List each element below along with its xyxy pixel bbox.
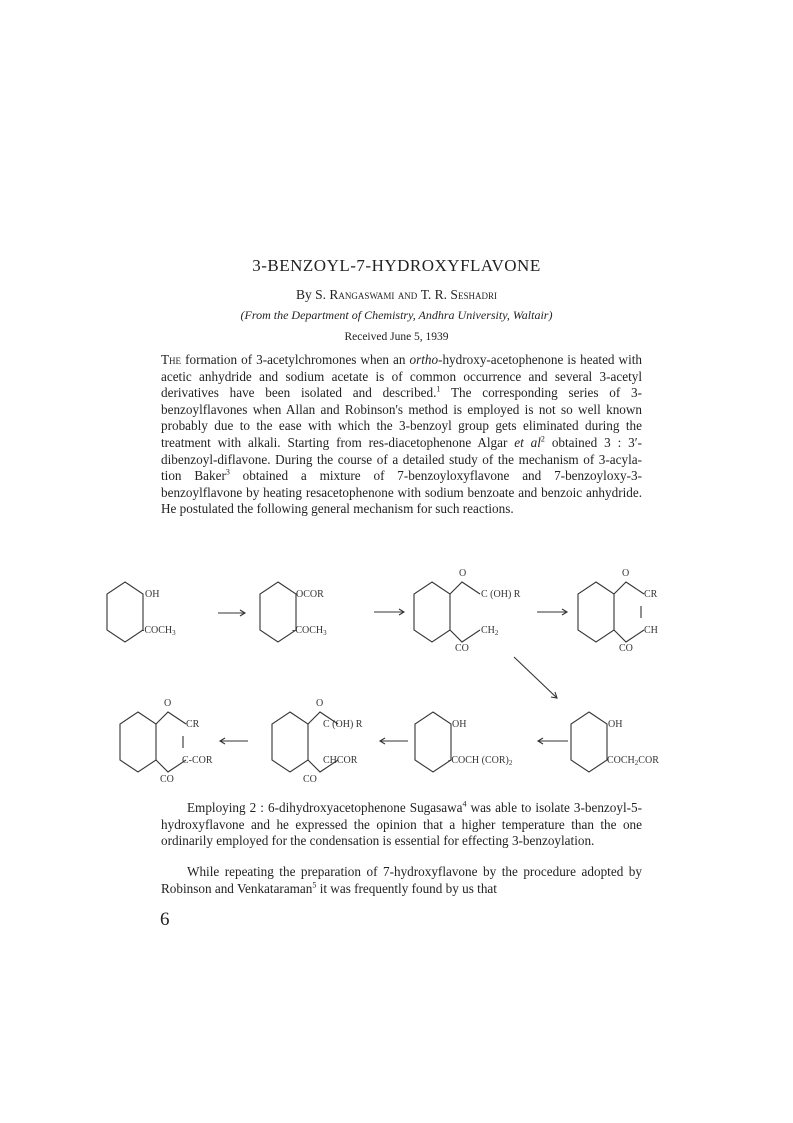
by-word: By <box>296 287 312 302</box>
text-run: was able to isolate 3-benzoyl-5-hydroxyflavone and he expressed the opinion that a higher temperature than the one ordinarily employed for the condensation is essential for effecting 3-benzoylation. <box>161 800 643 849</box>
label-coch3-1: $-COCH_3$ <box>141 625 176 637</box>
label-ch-4: CH <box>644 625 658 636</box>
affiliation-place: Waltair) <box>512 308 553 322</box>
label-o-4: O <box>622 568 630 579</box>
label-coch3-2: $-COCH_3$ <box>292 625 327 637</box>
page-number: 6 <box>160 909 170 930</box>
label-oh-1: OH <box>145 589 160 600</box>
affiliation-university: Andhra University, <box>418 308 510 322</box>
label-cr-4: CR <box>644 589 658 600</box>
text-run: While repeating the preparation of 7-hydroxyflavone by the procedure adopted by Robinson and Venkataraman <box>161 864 642 896</box>
ortho-italic: ortho <box>409 352 439 367</box>
reference-2: 2 <box>540 434 545 444</box>
author-1: S. Rangaswami <box>315 287 395 302</box>
label-co-5: CO <box>160 774 174 785</box>
label-chcor-6: CHCOR <box>323 755 358 766</box>
text-run: Employing 2 : 6-dihydroxyacetophenone Sugasawa <box>187 800 463 815</box>
label-oh-8: OH <box>608 719 623 730</box>
and-word: and <box>397 287 418 302</box>
label-ch2-3: $CH_2$ <box>481 625 499 637</box>
label-coch2cor-8: $COCH_2COR$ <box>607 755 659 767</box>
affiliation-dept: (From the Department of Chemistry, <box>240 308 416 322</box>
text-run: -hydroxy-acetophenone is heated with acetic anhydride and sodium acetate is of common occurrence and several 3-acetyl derivatives have been isolated and described. <box>161 352 642 401</box>
author-2: T. R. Seshadri <box>420 287 497 302</box>
reference-3: 3 <box>225 467 230 477</box>
label-oh-7: OH <box>452 719 467 730</box>
label-co-4: CO <box>619 643 633 654</box>
label-c-cor-5: C-COR <box>182 755 213 766</box>
label-o-6: O <box>316 698 324 709</box>
text-run: formation of 3-acetylchromones when an <box>185 352 406 367</box>
reference-4: 4 <box>462 799 467 809</box>
label-c-oh-r-6: C (OH) R <box>323 719 363 730</box>
text-run: obtained a mixture of 7-benzoyloxyflavone and 7-benzoyloxy-3-benzoylflavone by heating resacetophenone with sodium benzoate and benzoic anhydride. He postulated the following general mechanism for such reactions. <box>161 468 642 517</box>
label-cr-5: CR <box>186 719 200 730</box>
paragraph-repeating <box>161 864 642 897</box>
et-al-italic: et al <box>514 434 541 450</box>
reference-1: 1 <box>436 384 441 394</box>
label-o-5: O <box>164 698 172 709</box>
received-date: Received June 5, 1939 <box>344 331 449 343</box>
label-o-3: O <box>459 568 467 579</box>
text-run: obtained 3 : 3′-dibenzoyl-diflavone. During the course of a detailed study of the mechanism of 3-acyla-tion Baker <box>161 434 643 484</box>
label-coch-cor2-7: -COCH $(COR)_2$ <box>448 755 513 767</box>
label-ocor: OCOR <box>296 589 324 600</box>
text-run: it was frequently found by us that <box>316 880 497 896</box>
label-co-3: CO <box>455 643 469 654</box>
reference-5: 5 <box>312 880 317 890</box>
article-title: 3-BENZOYL-7-HYDROXYFLAVONE <box>252 256 541 275</box>
text-run: The corresponding series of 3-benzoylflavones when Allan and Robinson's method is employed is not so well known probably due to the ease with which the 3-benzoyl group gets eliminated during the treatment with alkali. Starting from res-diacetophenone Algar <box>161 385 643 450</box>
paragraph-sugasawa <box>161 800 642 850</box>
label-co-6: CO <box>303 774 317 785</box>
lead-word: The <box>161 352 182 367</box>
label-c-oh-r-3: C (OH) R <box>481 589 521 600</box>
